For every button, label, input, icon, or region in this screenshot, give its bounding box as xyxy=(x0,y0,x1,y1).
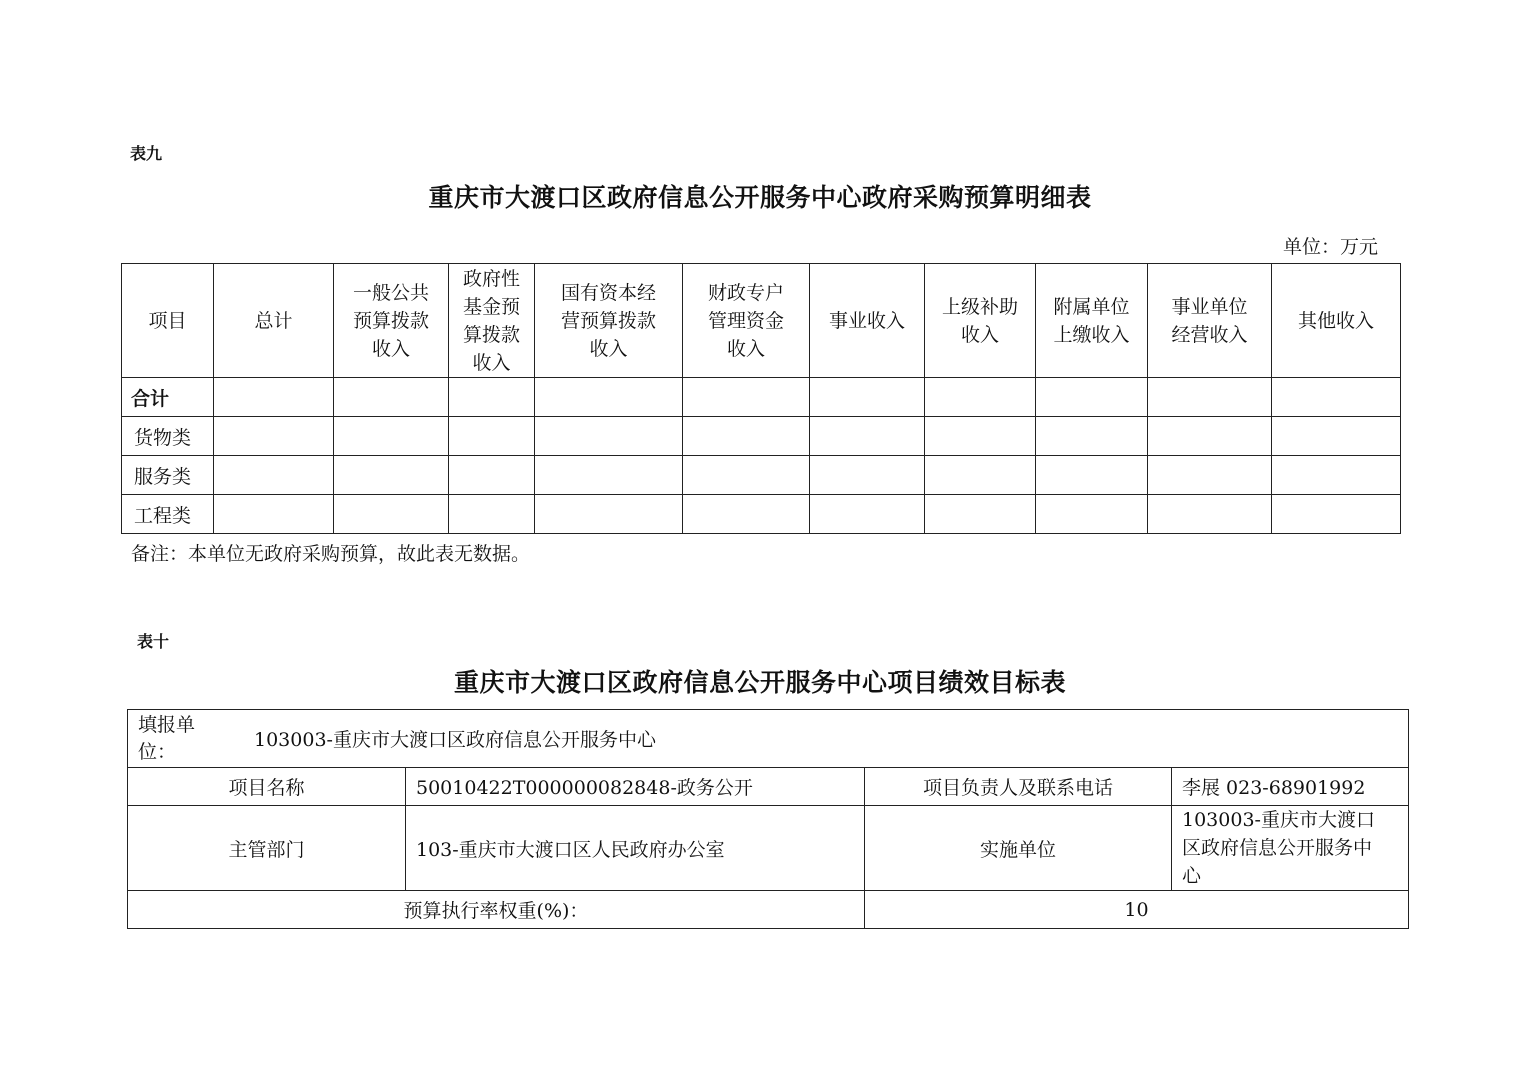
header-total: 总计 xyxy=(214,264,334,378)
header-superior-subsidy: 上级补助 收入 xyxy=(925,264,1036,378)
row-label: 货物类 xyxy=(122,417,214,456)
budget-rate-label: 预算执行率权重(%)： xyxy=(128,891,865,929)
table9-label: 表九 xyxy=(130,144,163,163)
budget-rate-row xyxy=(128,891,1409,929)
impl-label: 实施单位 xyxy=(865,806,1172,891)
table-row-services xyxy=(122,456,1401,495)
table9-note: 备注：本单位无政府采购预算，故此表无数据。 xyxy=(131,543,531,565)
row-label: 服务类 xyxy=(122,456,214,495)
contact-label: 项目负责人及联系电话 xyxy=(865,768,1172,806)
filing-unit-label: 填报单 位： xyxy=(138,713,196,763)
table-row-goods xyxy=(122,417,1401,456)
project-name-label: 项目名称 xyxy=(128,768,406,806)
dept-value: 103-重庆市大渡口区人民政府办公室 xyxy=(406,806,865,891)
procurement-budget-table xyxy=(121,263,1401,534)
table9-header-row xyxy=(122,264,1401,378)
header-general-public: 一般公共 预算拨款 收入 xyxy=(334,264,449,378)
project-name-value: 50010422T000000082848-政务公开 xyxy=(406,768,865,806)
header-affiliate-payment: 附属单位 上缴收入 xyxy=(1036,264,1148,378)
header-gov-fund: 政府性 基金预 算拨款 收入 xyxy=(449,264,535,378)
filing-unit-row xyxy=(128,710,1409,768)
filing-unit-value: 103003-重庆市大渡口区政府信息公开服务中心 xyxy=(254,729,656,751)
table9-title: 重庆市大渡口区政府信息公开服务中心政府采购预算明细表 xyxy=(428,183,1092,212)
header-state-capital: 国有资本经 营预算拨款 收入 xyxy=(535,264,683,378)
contact-value: 李展 023-68901992 xyxy=(1172,768,1409,806)
impl-value: 103003-重庆市大渡口 区政府信息公开服务中 心 xyxy=(1172,806,1409,891)
table-row-engineering xyxy=(122,495,1401,534)
row-label: 合计 xyxy=(122,378,214,417)
header-business-income: 事业收入 xyxy=(810,264,925,378)
project-name-row xyxy=(128,768,1409,806)
table9-unit: 单位：万元 xyxy=(1283,236,1379,258)
table10-label: 表十 xyxy=(137,632,170,651)
header-item: 项目 xyxy=(122,264,214,378)
header-operating-income: 事业单位 经营收入 xyxy=(1148,264,1272,378)
table-row-total xyxy=(122,378,1401,417)
header-fiscal-special: 财政专户 管理资金 收入 xyxy=(683,264,810,378)
budget-rate-value: 10 xyxy=(865,891,1409,929)
dept-label: 主管部门 xyxy=(128,806,406,891)
header-other-income: 其他收入 xyxy=(1272,264,1401,378)
row-label: 工程类 xyxy=(122,495,214,534)
performance-target-table xyxy=(127,709,1409,929)
department-row xyxy=(128,806,1409,891)
table10-title: 重庆市大渡口区政府信息公开服务中心项目绩效目标表 xyxy=(453,668,1066,697)
